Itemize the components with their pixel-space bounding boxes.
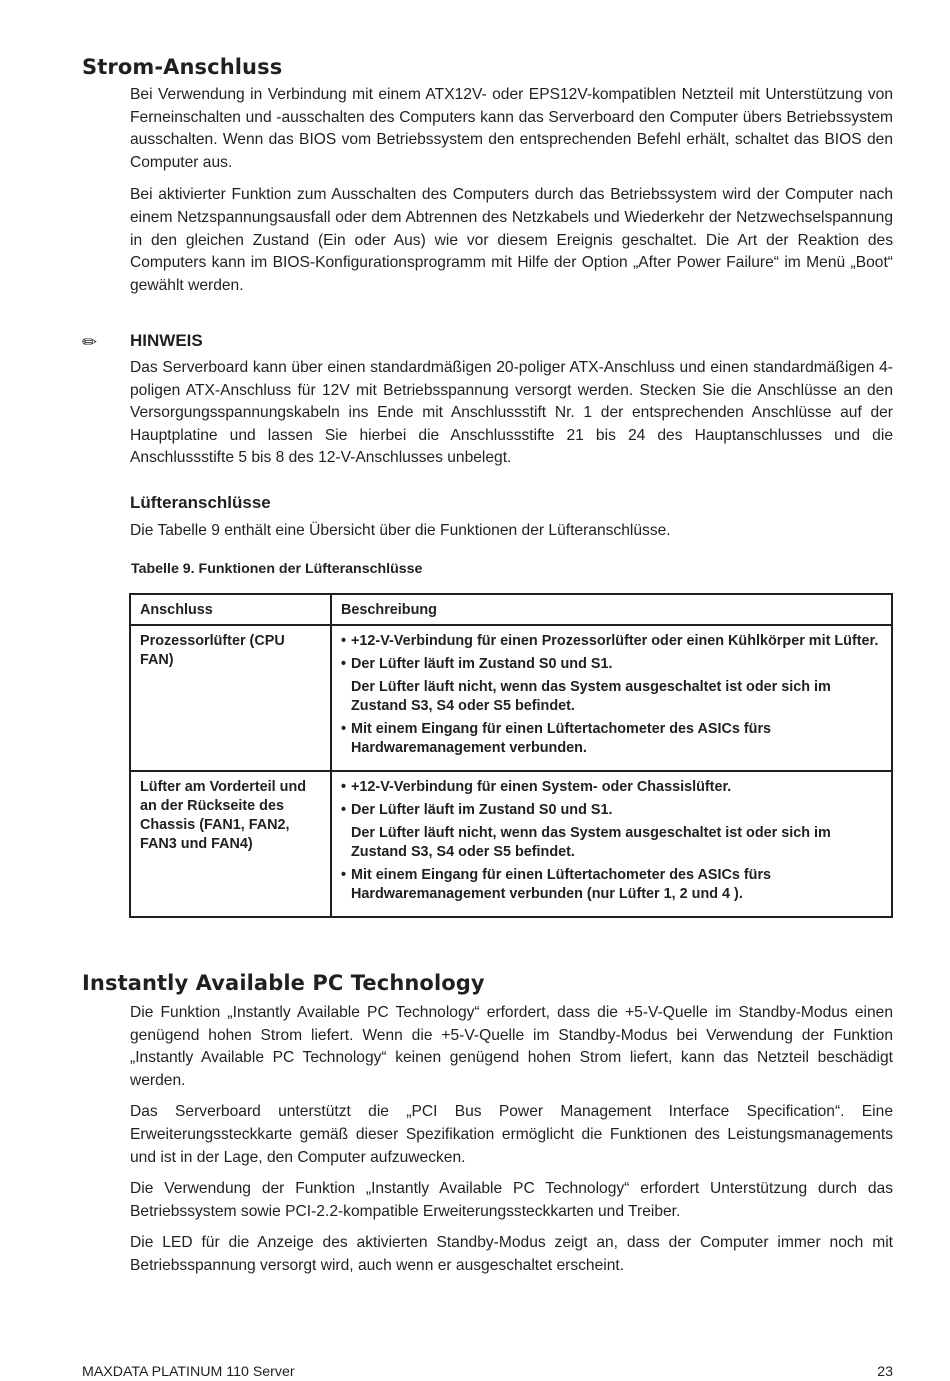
list-item <box>341 720 883 758</box>
hint-body <box>130 357 893 470</box>
footer-product-name: MAXDATA PLATINUM 110 Server <box>82 1364 295 1380</box>
list-item <box>341 778 883 797</box>
hint-title: HINWEIS <box>130 331 203 350</box>
list-item-text: +12-V-Verbindung für einen System- oder Chassislüfter. <box>351 779 732 795</box>
section-title-instantly-available: Instantly Available PC Technology <box>82 971 485 995</box>
paragraph: Das Serverboard unterstützt die „PCI Bus Power Management Interface Specification“. Eine Erweiterungssteckkarte gemäß dieser Spezifikation ermöglicht die Funktionen des Leistungsmanagements und ist in der Lage, den Computer aufzuwecken. <box>130 1103 893 1166</box>
list-item-text: Der Lüfter läuft im Zustand S0 und S1. <box>351 802 613 818</box>
column-header-description: Beschreibung <box>331 594 892 625</box>
table-cell-description <box>331 625 892 771</box>
bullet-list <box>341 778 883 904</box>
fan-table <box>129 593 893 918</box>
list-item-text: Mit einem Eingang für einen Lüftertachometer des ASICs fürs Hardwaremanagement verbunden. <box>351 721 772 756</box>
bullet-icon: • <box>341 656 347 672</box>
paragraph: Bei Verwendung in Verbindung mit einem ATX12V- oder EPS12V-kompatiblen Netzteil mit Unterstützung von Ferneinschalten und -ausschalten des Computers kann das Serverboard den Computer übers Betriebssystem ausschalten. Wenn das BIOS vom Betriebssystem den entsprechenden Befehl erhält, schaltet das BIOS den Computer aus. <box>130 86 893 171</box>
list-item-note: Der Lüfter läuft nicht, wenn das System ausgeschaltet ist oder sich im Zustand S3, S4 oder S5 befindet. <box>351 825 831 860</box>
bullet-icon: • <box>341 802 347 818</box>
paragraph: Die Funktion „Instantly Available PC Technology“ erfordert, dass die +5-V-Quelle im Standby-Modus einen genügend hohen Strom liefert. Wenn die +5-V-Quelle im Standby-Modus bei Verwendung der Funktion „Instantly Available PC Technology“ keinen genügend hohen Strom liefert, kann das Netzteil beschädigt werden. <box>130 1004 893 1089</box>
table-header-row <box>130 594 892 625</box>
column-header-connector: Anschluss <box>130 594 331 625</box>
bullet-icon: • <box>341 867 347 883</box>
section-body-strom-anschluss <box>130 84 893 297</box>
list-item <box>341 801 883 862</box>
paragraph: Die LED für die Anzeige des aktivierten Standby-Modus zeigt an, dass der Computer immer noch mit Betriebsspannung versorgt wird, auch wenn er ausgeschaltet erscheint. <box>130 1234 893 1274</box>
hint-text: Das Serverboard kann über einen standardmäßigen 20-poliger ATX-Anschluss und einen standardmäßigen 4-poligen ATX-Anschluss für 12V mit Betriebsspannung versorgt werden. Stecken Sie die Anschlüsse an den Versorgungsspannungskabeln ins Ende mit Anschlussstift Nr. 1 der entsprechenden Anschlüsse auf der Hauptplatine und lassen Sie hierbei die Anschlussstifte 21 bis 24 des Hauptanschlusses und die Anschlussstifte 5 bis 8 des 12-V-Anschlusses unbelegt. <box>130 359 893 467</box>
paragraph: Die Tabelle 9 enthält eine Übersicht über die Funktionen der Lüfteranschlüsse. <box>130 522 671 539</box>
table-cell-description <box>331 771 892 917</box>
bullet-icon: • <box>341 721 347 737</box>
section-body-instantly-available <box>130 1002 893 1278</box>
list-item-text: Der Lüfter läuft im Zustand S0 und S1. <box>351 656 613 672</box>
page-number: 23 <box>877 1364 893 1380</box>
fans-intro <box>130 520 893 543</box>
list-item-text: Mit einem Eingang für einen Lüftertachometer des ASICs fürs Hardwaremanagement verbunden (nur Lüfter 1, 2 und 4 ). <box>351 867 772 902</box>
table-row <box>130 771 892 917</box>
table-cell-connector: Lüfter am Vorderteil und an der Rückseite des Chassis (FAN1, FAN2, FAN3 und FAN4) <box>130 771 331 917</box>
list-item <box>341 655 883 716</box>
bullet-icon: • <box>341 633 347 649</box>
bullet-list <box>341 632 883 758</box>
bullet-icon: • <box>341 779 347 795</box>
list-item <box>341 632 883 651</box>
list-item-text: +12-V-Verbindung für einen Prozessorlüfter oder einen Kühlkörper mit Lüfter. <box>351 633 879 649</box>
section-title-strom-anschluss: Strom-Anschluss <box>82 55 283 79</box>
list-item <box>341 866 883 904</box>
paragraph: Bei aktivierter Funktion zum Ausschalten des Computers durch das Betriebssystem wird der Computer nach einem Netzspannungsausfall oder dem Abtrennen des Netzkabels und Wiederkehr der Netzwechselspannung in den gleichen Zustand (Ein oder Aus) wie vor diesem Ereignis geschaltet. Die Art der Reaktion des Computers kann im BIOS-Konfigurationsprogramm mit Hilfe der Option „After Power Failure“ im Menü „Boot“ gewählt werden. <box>130 186 893 294</box>
table-cell-connector: Prozessorlüfter (CPU FAN) <box>130 625 331 771</box>
table-caption: Tabelle 9. Funktionen der Lüfteranschlüsse <box>131 561 423 577</box>
list-item-note: Der Lüfter läuft nicht, wenn das System ausgeschaltet ist oder sich im Zustand S3, S4 oder S5 befindet. <box>351 679 831 714</box>
subsection-title-lueefteranschluesse: Lüfteranschlüsse <box>130 493 271 512</box>
paragraph: Die Verwendung der Funktion „Instantly Available PC Technology“ erfordert Unterstützung durch das Betriebssystem sowie PCI-2.2-kompatible Erweiterungssteckkarten und Treiber. <box>130 1180 893 1220</box>
pencil-icon: ✏ <box>82 332 98 352</box>
table-row <box>130 625 892 771</box>
